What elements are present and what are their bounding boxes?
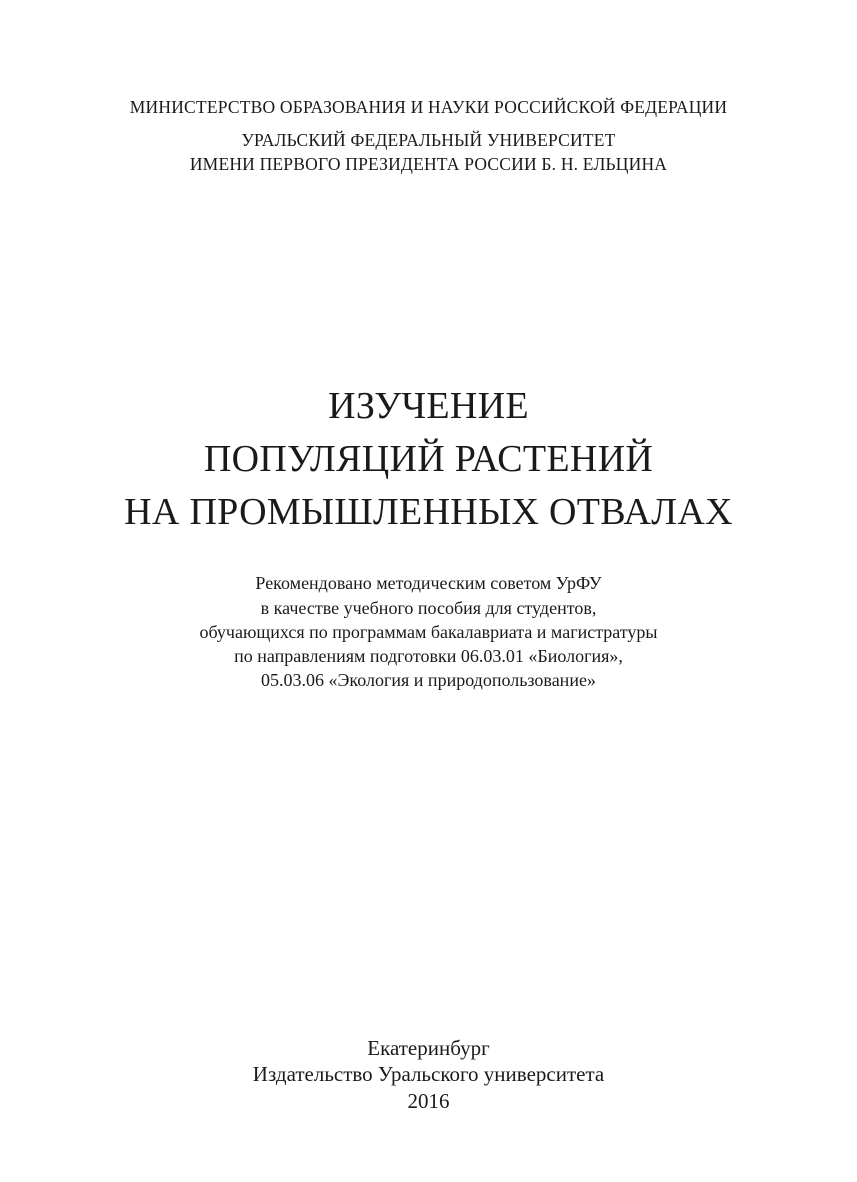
title-line-2: ПОПУЛЯЦИЙ РАСТЕНИЙ bbox=[203, 438, 654, 480]
university-line: УРАЛЬСКИЙ ФЕДЕРАЛЬНЫЙ УНИВЕРСИТЕТ bbox=[241, 130, 616, 150]
imprint-year: 2016 bbox=[407, 1089, 450, 1113]
recommendation-line-3: обучающихся по программам бакалавриата и магистратуры bbox=[199, 622, 658, 642]
title-line-1: ИЗУЧЕНИЕ bbox=[328, 385, 529, 427]
recommendation-line-2: в качестве учебного пособия для студентов, bbox=[260, 598, 597, 618]
recommendation-line-4: по направлениям подготовки 06.03.01 «Биология», bbox=[234, 646, 623, 666]
university-name-line: ИМЕНИ ПЕРВОГО ПРЕЗИДЕНТА РОССИИ Б. Н. ЕЛЬЦИНА bbox=[189, 154, 668, 174]
recommendation-line-1: Рекомендовано методическим советом УрФУ bbox=[255, 573, 602, 593]
ministry-line: МИНИСТЕРСТВО ОБРАЗОВАНИЯ И НАУКИ РОССИЙСКОЙ ФЕДЕРАЦИИ bbox=[129, 97, 728, 117]
imprint-city: Екатеринбург bbox=[367, 1036, 490, 1060]
title-line-3: НА ПРОМЫШЛЕННЫХ ОТВАЛАХ bbox=[124, 491, 733, 533]
recommendation-line-5: 05.03.06 «Экология и природопользование» bbox=[261, 670, 596, 690]
imprint-publisher: Издательство Уральского университета bbox=[252, 1062, 605, 1086]
